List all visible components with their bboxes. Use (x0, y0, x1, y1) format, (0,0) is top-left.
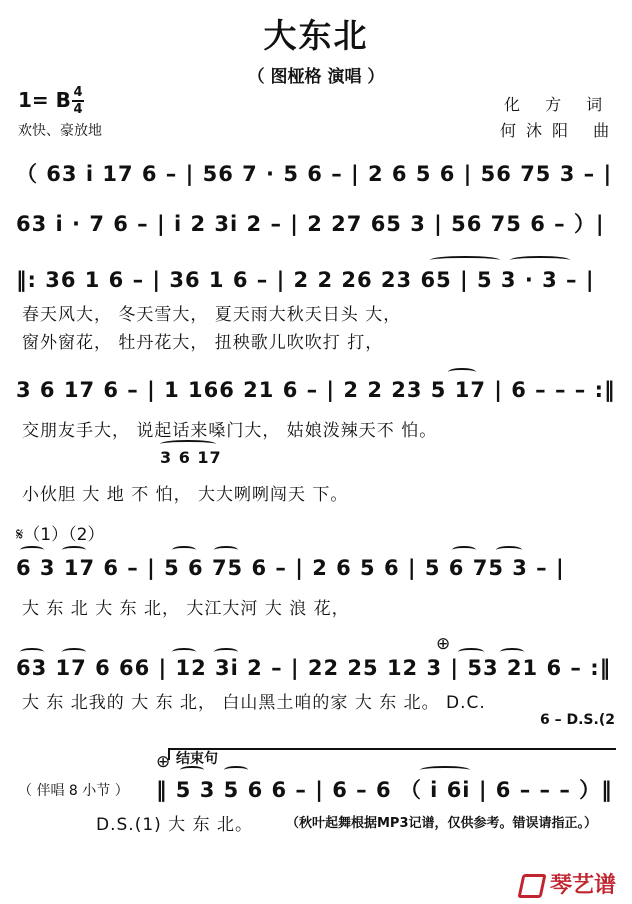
time-sig-top: 4 (73, 85, 83, 100)
notation-row-2: 63 i · 7 6 – | i 2 3i 2 – | 2 27 65 3 | 56 75 6 – ）| (16, 212, 605, 236)
transcription-note: （秋叶起舞根据MP3记谱，仅供参考。错误请指正。） (286, 816, 598, 831)
tie-arc (430, 256, 500, 264)
notation-row-5: 6 3 17 6 – | 5 6 75 6 – | 2 6 5 6 | 5 6 75 3 – | (16, 556, 565, 580)
song-title: 大东北 (263, 16, 369, 55)
slur-arc (160, 440, 216, 448)
slur-arc (458, 648, 484, 656)
ending-label: 结束句 (176, 751, 218, 767)
slur-arc (172, 648, 196, 656)
slur-arc (224, 766, 248, 774)
slur-arc (214, 546, 238, 554)
tie-arc (510, 256, 570, 264)
logo-icon (517, 874, 546, 898)
notation-row-4: 3 6 17 6 – | 1 166 21 6 – | 2 2 23 5 17 | 6 – – – :‖ (16, 378, 616, 402)
slur-arc (172, 546, 196, 554)
lyric-row-6: 大 东 北我的 大 东 北， 白山黑土咱的家 大 东 北。 D.C. (22, 693, 486, 713)
slur-arc (500, 648, 524, 656)
slur-arc (20, 648, 44, 656)
key-signature: 1= B (18, 88, 71, 112)
slur-arc (180, 766, 204, 774)
slur-arc (452, 546, 476, 554)
lyric-row-4b: 小伙胆 大 地 不 怕， 大大咧咧闯天 下。 (22, 485, 349, 505)
tempo-marking: 欢快、豪放地 (18, 123, 102, 139)
composer-credit: 何沐阳 曲 (500, 121, 620, 140)
segno-sign: 𝄋（1）（2） (16, 525, 105, 545)
slur-arc (420, 766, 470, 774)
lyric-row-5: 大 东 北 大 东 北， 大江大河 大 浪 花， (22, 599, 350, 619)
notation-row-6: 63 17 6 66 | 12 3i 2 – | 22 25 12 3 | 53 21 6 – :‖ (16, 656, 612, 680)
alt-notes: 3 6 17 (160, 448, 222, 467)
lyric-row-7: D.S.(1) 大 东 北。 (96, 815, 253, 835)
notation-row-7: ‖ 5 3 5 6 6 – | 6 – 6 （ i 6i | 6 – – – ）‖ (156, 778, 613, 802)
tie-arc (448, 368, 476, 376)
slur-arc (496, 546, 522, 554)
ending-bracket (168, 748, 616, 760)
lyricist-credit: 化 方 词 (504, 95, 613, 114)
accompaniment-note: （ 伴唱 8 小节 ） (18, 783, 129, 799)
slur-arc (62, 546, 86, 554)
ds2-marking: 6 – D.S.(2 (540, 712, 615, 728)
coda-sign-2: ⊕ (156, 752, 171, 772)
performer-line: （ 图桠格 演唱 ） (247, 67, 385, 87)
notation-row-1: （ 63 i 17 6 – | 56 7 · 5 6 – | 2 6 5 6 | 56 75 3 – | (16, 162, 613, 186)
lyric-row-4a: 交朋友手大， 说起话来嗓门大， 姑娘泼辣天不 怕。 (22, 421, 438, 441)
lyric-row-3b: 窗外窗花， 牡丹花大， 扭秧歌儿吹吹打 打， (22, 333, 384, 353)
slur-arc (62, 648, 86, 656)
slur-arc (20, 546, 44, 554)
lyric-row-3a: 春天风大， 冬天雪大， 夏天雨大秋天日头 大， (22, 305, 402, 325)
time-signature (72, 86, 84, 116)
notation-row-3: ‖: 36 1 6 – | 36 1 6 – | 2 2 26 23 65 | 5 3 · 3 – | (16, 268, 595, 292)
watermark-logo: 琴艺谱 (520, 868, 616, 899)
coda-sign: ⊕ (436, 634, 451, 654)
slur-arc (214, 648, 238, 656)
time-sig-bottom: 4 (73, 102, 83, 117)
